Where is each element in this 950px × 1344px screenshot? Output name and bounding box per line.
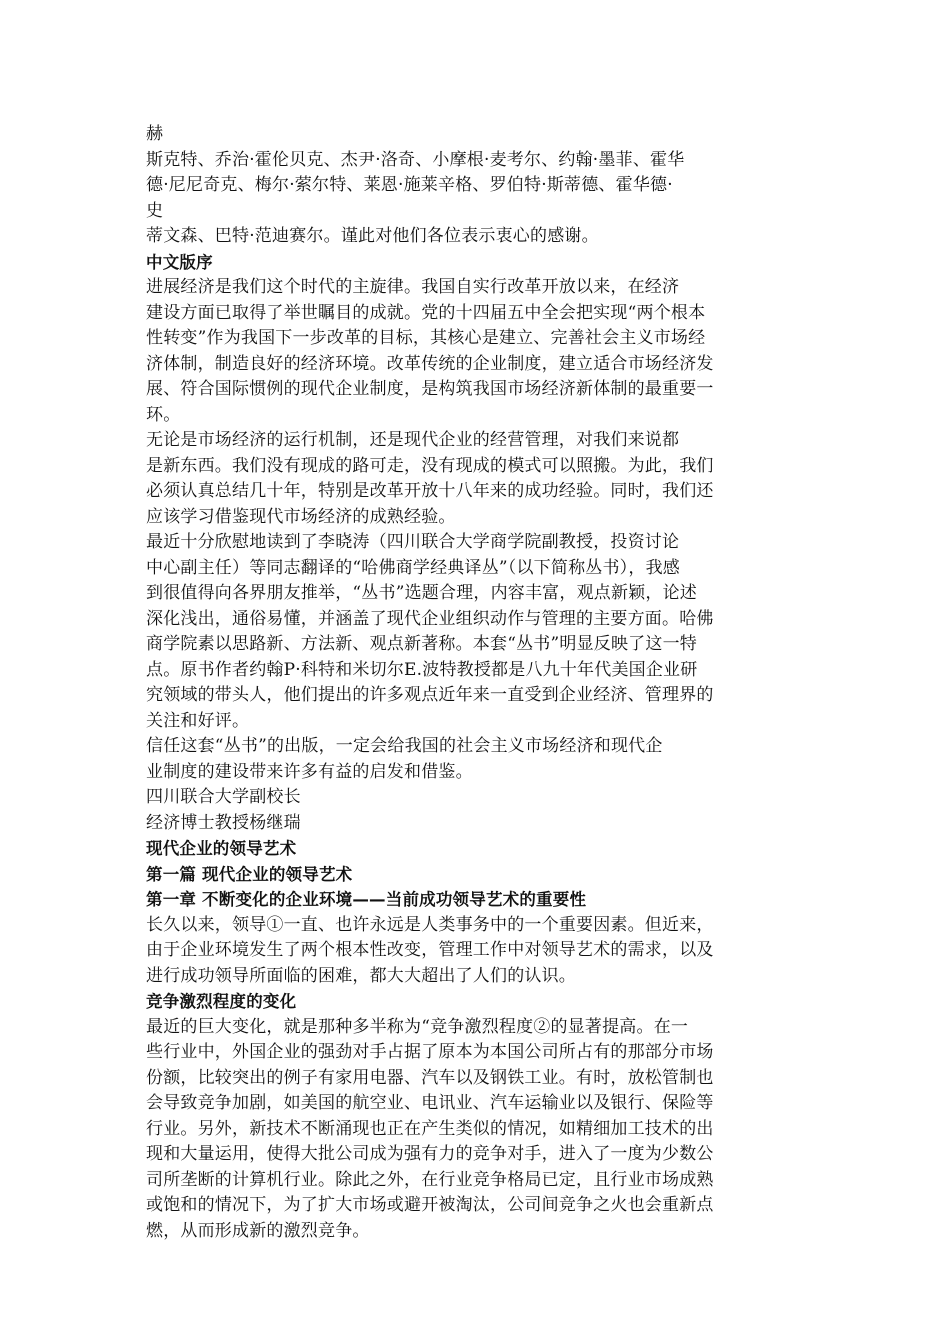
heading-line: 中文版序	[146, 252, 213, 272]
text-line: 展、符合国际惯例的现代企业制度，是构筑我国市场经济新体制的最重要一	[146, 379, 714, 399]
text-line: 现和大量运用，使得大批公司成为强有力的竞争对手，进入了一度为少数公	[146, 1144, 714, 1164]
text-line: 深化浅出，通俗易懂，并涵盖了现代企业组织动作与管理的主要方面。哈佛	[146, 608, 714, 629]
text-line: 业制度的建设带来许多有益的启发和借鉴。	[146, 761, 473, 782]
text-line: 斯克特、乔治·霍伦贝克、杰尹·洛奇、小摩根·麦考尔、约翰·墨菲、霍华	[146, 149, 685, 170]
text-line: 史	[146, 200, 164, 221]
text-line: 蒂文森、巴特·范迪赛尔。谨此对他们各位表示衷心的感谢。	[146, 226, 599, 246]
text-line: 到很值得向各界朋友推举，“丛书”选题合理，内容丰富，观点新颖，论述	[146, 583, 697, 603]
text-line: 最近十分欣慰地读到了李晓涛（四川联合大学商学院副教授，投资讨论	[146, 532, 680, 552]
text-line: 赫	[146, 124, 164, 144]
text-line: 济体制，制造良好的经济环境。改革传统的企业制度，建立适合市场经济发	[146, 353, 714, 374]
text-line: 进展经济是我们这个时代的主旋律。我国自实行改革开放以来，在经济	[146, 277, 680, 297]
document-page	[146, 122, 806, 1244]
text-line: 是新东西。我们没有现成的路可走，没有现成的模式可以照搬。为此，我们	[146, 455, 714, 476]
text-line: 点。原书作者约翰P·科特和米切尔E.波特教授都是八九十年代美国企业研	[146, 659, 698, 680]
text-line: 会导致竞争加剧，如美国的航空业、电讯业、汽车运输业以及银行、保险等	[146, 1093, 714, 1113]
text-line: 行业。另外，新技术不断涌现也正在产生类似的情况，如精细加工技术的出	[146, 1118, 714, 1139]
text-line: 性转变”作为我国下一步改革的目标，其核心是建立、完善社会主义市场经	[146, 328, 706, 348]
text-line: 究领域的带头人，他们提出的许多观点近年来一直受到企业经济、管理界的	[146, 685, 714, 705]
text-line: 四川联合大学副校长	[146, 787, 301, 807]
text-line: 最近的巨大变化，就是那种多半称为“竞争激烈程度②的显著提高。在一	[146, 1016, 689, 1037]
heading-line: 现代企业的领导艺术	[146, 839, 297, 858]
text-line: 信任这套“丛书”的出版，一定会给我国的社会主义市场经济和现代企	[146, 736, 663, 756]
text-line: 或饱和的情况下，为了扩大市场或避开被淘汰，公司间竞争之火也会重新点	[146, 1195, 714, 1215]
text-line: 些行业中，外国企业的强劲对手占据了原本为本国公司所占有的那部分市场	[146, 1042, 714, 1062]
text-line: 环。	[146, 404, 181, 425]
text-line: 必须认真总结几十年，特别是改革开放十八年来的成功经验。同时，我们还	[146, 481, 714, 501]
text-line: 关注和好评。	[146, 710, 250, 731]
text-line: 经济博士教授杨继瑞	[146, 812, 301, 833]
text-line: 德·尼尼奇克、梅尔·萦尔特、莱恩·施莱辛格、罗伯特·斯蒂德、霍华德·	[146, 175, 673, 195]
text-line: 中心副主任）等同志翻译的“哈佛商学经典译丛”（以下简称丛书），我感	[146, 557, 680, 578]
text-line: 司所垄断的计算机行业。除此之外，在行业竞争格局已定，且行业市场成熟	[146, 1169, 714, 1190]
text-line: 应该学习借鉴现代市场经济的成熟经验。	[146, 506, 456, 527]
text-line: 商学院素以思路新、方法新、观点新著称。本套“丛书”明显反映了这一特	[146, 634, 697, 654]
text-line: 无论是市场经济的运行机制，还是现代企业的经营管理，对我们来说都	[146, 430, 680, 450]
heading-line: 第一篇 现代企业的领导艺术	[146, 864, 353, 884]
text-line: 长久以来，领导①一直、也许永远是人类事务中的一个重要因素。但近来，	[146, 914, 714, 935]
heading-line: 第一章 不断变化的企业环境——当前成功领导艺术的重要性	[146, 890, 587, 909]
text-line: 由于企业环境发生了两个根本性改变，管理工作中对领导艺术的需求，以及	[146, 940, 714, 960]
text-line: 份额，比较突出的例子有家用电器、汽车以及钢铁工业。有时，放松管制也	[146, 1067, 714, 1088]
text-line: 燃，从而形成新的激烈竞争。	[146, 1220, 370, 1241]
heading-line: 竞争激烈程度的变化	[146, 992, 297, 1011]
text-line: 进行成功领导所面临的困难，都大大超出了人们的认识。	[146, 965, 576, 986]
text-line: 建设方面已取得了举世瞩目的成就。党的十四届五中全会把实现“两个根本	[146, 302, 706, 323]
